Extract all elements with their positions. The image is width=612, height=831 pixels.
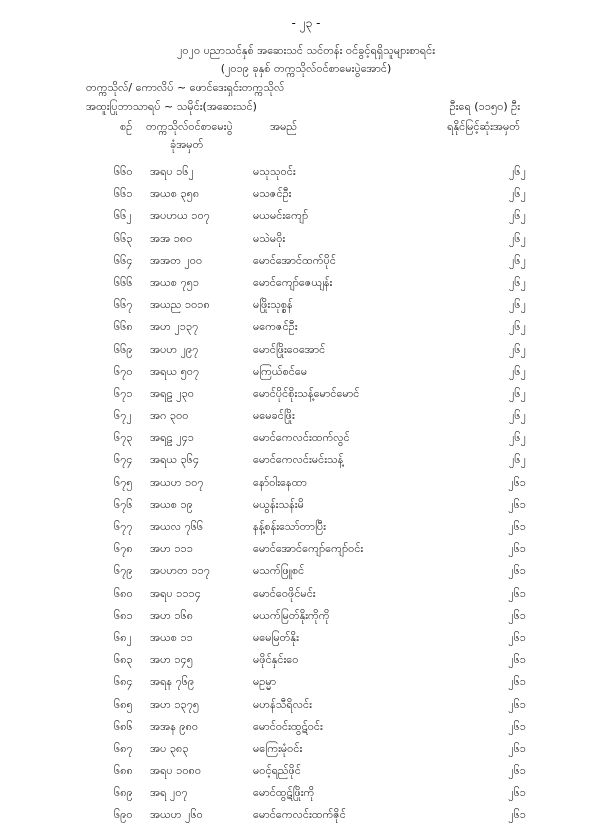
- roll-number: အပ ၃၈၃: [150, 741, 189, 755]
- score: ၂၆၂: [509, 364, 526, 378]
- row-number: ၆၇၈: [114, 542, 133, 556]
- student-name: မသဲမဝိုး: [253, 231, 286, 245]
- score: ၂၆၂: [509, 431, 526, 445]
- row-number: ၆၆၀: [114, 165, 133, 178]
- score: ၂၆၂: [509, 386, 526, 400]
- roll-number: အရန ၇၆၉: [150, 675, 195, 689]
- score: ၂၆၂: [509, 209, 526, 223]
- page-number: - ၂၃ -: [291, 16, 321, 30]
- student-name: နော်ဝါးနေထာ: [253, 475, 307, 489]
- score: ၂၆၁: [508, 564, 526, 578]
- table-row: [0, 609, 612, 631]
- student-name: မကေဇင်ဦး: [253, 320, 298, 334]
- student-name: မယက်မြတ်နိုးကိုကို: [253, 608, 330, 622]
- roll-number: အယဟ ၂၆၀: [150, 808, 203, 822]
- row-number: ၆၈၁: [114, 608, 133, 622]
- row-number: ၆၆၈: [114, 320, 133, 334]
- score: ၂၆၁: [508, 630, 526, 644]
- roll-number: အယည ၁၀၁၈: [150, 298, 210, 312]
- score: ၂၆၁: [508, 697, 526, 711]
- row-number: ၆၇၄: [114, 453, 133, 467]
- results-table: [0, 165, 612, 831]
- roll-number: အယစ ၇၅၁: [150, 275, 200, 289]
- table-row: [0, 165, 612, 187]
- roll-number: အဟ ၁၆၈: [150, 608, 194, 622]
- row-number: ၆၇၃: [114, 431, 133, 445]
- row-number: ၆၈၉: [114, 786, 133, 800]
- roll-number: အအတ ၂၀၀: [150, 253, 203, 267]
- score: ၂၆၁: [508, 808, 526, 822]
- roll-number: အပဟ ၂၉၇: [150, 342, 199, 356]
- student-name: မောင်အောင်ထက်ပိုင်: [253, 253, 336, 267]
- student-name: မောင်ပိုင်စိုးသန့်မောင်မောင်: [253, 386, 360, 400]
- table-row: [0, 587, 612, 609]
- roll-number: အဂ ၃၀၀: [150, 409, 189, 423]
- table-row: [0, 365, 612, 387]
- table-row: [0, 476, 612, 498]
- row-number: ၆၈၈: [114, 764, 133, 778]
- document-title: ၂၀၂၀ ပညာသင်နှစ် အဆေးသင် သင်တန်း ဝင်ခွင့်ရရှိသူများစာရင်း: [176, 44, 436, 57]
- roll-number: အယစ ၁၉: [150, 497, 193, 511]
- university-line: တက္ကသိုလ်/ ကောလိပ် ~ ဖောင်ဒေးရှင်းတက္ကသိုလ်: [86, 81, 285, 94]
- student-name: နန့်စန်းသော်တာပြီး: [253, 520, 326, 533]
- student-name: မောင်ကေလင်းမင်းသန့်: [253, 453, 344, 467]
- table-row: [0, 431, 612, 453]
- row-number: ၆၇၂: [114, 409, 132, 423]
- score: ၂၆၁: [508, 475, 526, 489]
- table-row: [0, 764, 612, 786]
- score: ၂၆၂: [509, 275, 526, 289]
- row-number: ၆၇၅: [114, 475, 133, 489]
- roll-number: အယလ ၇၆၆: [150, 520, 204, 533]
- row-number: ၆၉၀: [114, 808, 133, 822]
- student-name: မသက်ဖြူစင်: [253, 564, 305, 578]
- roll-number: အယစ ၃၅၈: [150, 187, 200, 201]
- row-number: ၆၈၃: [114, 653, 133, 667]
- row-number: ၆၆၃: [114, 231, 133, 245]
- roll-number: အရပ ၁၁၁၄: [150, 586, 201, 600]
- student-name: မဖြိုးသုစ္စန်: [253, 298, 293, 312]
- row-number: ၆၈၇: [114, 741, 133, 755]
- row-number: ၆၆၆: [114, 275, 133, 289]
- table-row: [0, 498, 612, 520]
- roll-number: အဟ ၁၃၇၅: [150, 697, 200, 711]
- score: ၂၆၁: [508, 608, 526, 622]
- total-count: ဦးရေ (၁၁၅၀) ဦး: [449, 100, 520, 113]
- score: ၂၆၂: [509, 231, 526, 245]
- row-number: ၆၈၆: [114, 719, 133, 733]
- roll-number: အရယ ၃၆၄: [150, 453, 200, 467]
- table-row: [0, 808, 612, 830]
- number-column-header: စဉ်: [120, 120, 133, 133]
- table-row: [0, 320, 612, 342]
- row-number: ၆၆၁: [114, 187, 133, 201]
- score: ၂၆၁: [508, 764, 526, 778]
- student-name: မသဇင်ဦး: [253, 187, 292, 201]
- student-name: မောင်ဖြိုးဝေအောင်: [253, 342, 326, 356]
- student-name: မမေမြတ်နိုး: [253, 630, 299, 644]
- student-name: မဖိုင်နှင်းဝေ: [253, 653, 299, 667]
- student-name: မောင်ကေလင်းထက်ဇိုင်: [253, 808, 346, 822]
- row-number: ၆၈၄: [114, 675, 133, 689]
- student-name: မောင်ကေလင်းထက်လွင်: [253, 431, 350, 445]
- table-row: [0, 254, 612, 276]
- document-subtitle: (၂၀၁၉ ခုနှစ် တက္ကသိုလ်ဝင်စာမေးပွဲအောင်): [220, 62, 392, 75]
- table-row: [0, 409, 612, 431]
- score: ၂၆၂: [509, 165, 526, 178]
- row-number: ၆၇၁: [114, 386, 133, 400]
- table-row: [0, 453, 612, 475]
- row-number: ၆၈၅: [114, 697, 133, 711]
- table-row: [0, 542, 612, 564]
- name-column-header: အမည်: [270, 120, 298, 133]
- roll-number: အယဟ ၁၀၇: [150, 475, 204, 489]
- score: ၂၆၂: [509, 453, 526, 467]
- student-name: မဥမ္မာ: [253, 675, 277, 689]
- row-number: ၆၈၀: [114, 586, 133, 600]
- student-name: မကြေးမုံဝင်း: [253, 741, 303, 755]
- score: ၂၆၁: [508, 520, 526, 533]
- row-number: ၆၆၂: [114, 209, 132, 223]
- student-name: မောင်အောင်ကျော်ကျော်ဝင်း: [253, 542, 364, 556]
- score: ၂၆၁: [508, 741, 526, 755]
- table-row: [0, 675, 612, 697]
- roll-number: အပဟတ ၁၁၇: [150, 564, 210, 578]
- table-row: [0, 564, 612, 586]
- roll-number: အရ ၂၀၇: [150, 786, 188, 800]
- roll-number: အအန ၉၈၀: [150, 719, 199, 733]
- student-name: မကြယ်စင်မေ: [253, 364, 308, 378]
- roll-number: အရဠ ၂၄၁: [150, 431, 194, 445]
- student-name: မဝင့်ရည်ဖိုင်: [253, 764, 301, 778]
- score: ၂၆၂: [509, 253, 526, 267]
- student-name: မယမင်းကျော်: [253, 209, 309, 223]
- row-number: ၆၇၆: [114, 497, 133, 511]
- row-number: ၆၈၂: [114, 630, 132, 644]
- table-row: [0, 520, 612, 542]
- row-number: ၆၆၇: [114, 298, 133, 312]
- score: ၂၆၂: [509, 342, 526, 356]
- score: ၂၆၁: [508, 586, 526, 600]
- exam-column-header: တက္ကသိုလ်ဝင်စာမေးပွဲ: [146, 120, 233, 133]
- row-number: ၆၇၀: [114, 364, 133, 378]
- subject-line: အထူးပြုဘာသာရပ် ~ သမိုင်း(အဆေးသင်): [86, 100, 257, 113]
- table-row: [0, 631, 612, 653]
- roll-number: အရဠ ၂၃၀: [150, 386, 194, 400]
- table-row: [0, 720, 612, 742]
- roll-number: အအ ၁၈၀: [150, 231, 193, 245]
- table-row: [0, 786, 612, 808]
- student-name: မမေခင်ဖြိုး: [253, 409, 295, 423]
- table-row: [0, 653, 612, 675]
- score: ၂၆၁: [508, 497, 526, 511]
- roll-number: အဟ ၁၄၅: [150, 653, 193, 667]
- score-column-header: ရနိုင်မြင့်ဆုံးအမှတ်: [447, 120, 520, 133]
- roll-column-header: ခုံအမှတ်: [170, 138, 204, 151]
- score: ၂၆၁: [508, 675, 526, 689]
- table-row: [0, 298, 612, 320]
- score: ၂၆၂: [509, 298, 526, 312]
- roll-number: အယစ ၁၁: [150, 630, 193, 644]
- table-row: [0, 343, 612, 365]
- roll-number: အဟ ၁၁၁: [150, 542, 193, 556]
- roll-number: အရယ ၅၀၇: [150, 364, 200, 378]
- student-name: မယွန်းသန်းမိ: [253, 497, 304, 511]
- roll-number: အရပ ၁၀၈၀: [150, 764, 202, 778]
- student-name: မောင်ကျော်ဇေယျန်း: [253, 275, 333, 289]
- row-number: ၆၆၉: [114, 342, 133, 356]
- score: ၂၆၁: [508, 653, 526, 667]
- table-row: [0, 232, 612, 254]
- score: ၂၆၁: [508, 542, 526, 556]
- score: ၂၆၁: [508, 719, 526, 733]
- student-name: မောင်ဝင်းထွဋ်ဝင်း: [253, 719, 323, 733]
- score: ၂၆၂: [509, 320, 526, 334]
- row-number: ၆၆၄: [114, 253, 133, 267]
- table-row: [0, 698, 612, 720]
- table-row: [0, 209, 612, 231]
- score: ၂၆၁: [508, 786, 526, 800]
- table-row: [0, 387, 612, 409]
- student-name: မသုသုဝင်း: [253, 165, 296, 178]
- score: ၂၆၂: [509, 187, 526, 201]
- table-row: [0, 187, 612, 209]
- table-row: [0, 742, 612, 764]
- student-name: မဟန်သီရိလင်း: [253, 697, 312, 711]
- score: ၂၆၂: [509, 409, 526, 423]
- roll-number: အပဟယ ၁၀၇: [150, 209, 210, 223]
- roll-number: အရပ ၁၆၂: [150, 165, 194, 178]
- roll-number: အဟ ၂၁၃၇: [150, 320, 199, 334]
- student-name: မောင်ဝေဖိုင်မင်း: [253, 586, 316, 600]
- table-row: [0, 276, 612, 298]
- student-name: မောင်ထွဋ်ဖြိုးကို: [253, 786, 315, 800]
- row-number: ၆၇၉: [114, 564, 133, 578]
- row-number: ၆၇၇: [114, 520, 133, 533]
